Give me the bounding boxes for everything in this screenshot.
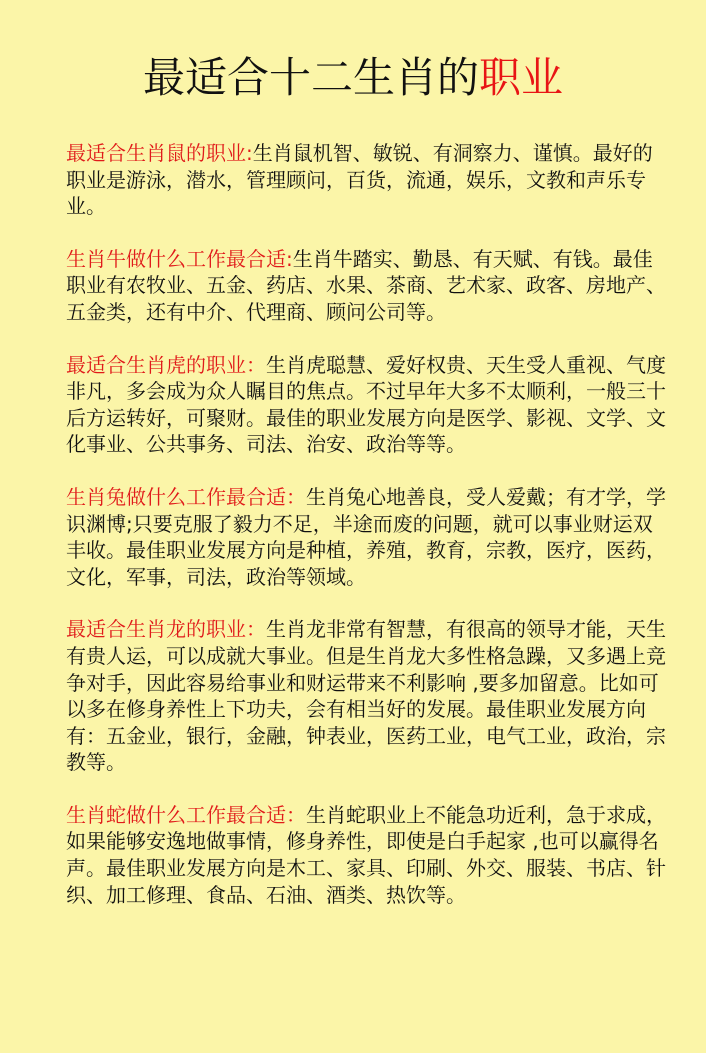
- section-snake: [66, 802, 666, 908]
- section-dragon: [66, 616, 666, 776]
- section-ox: [66, 246, 666, 326]
- section-body: 生肖鼠机智、敏锐、有洞察力、谨慎。最好的职业是游泳，潜水，管理顾问，百货，流通，娱乐，文教和声乐专业。: [66, 141, 653, 219]
- section-rabbit: [66, 484, 666, 590]
- section-body: 生肖牛踏实、勤恳、有天赋、有钱。最佳职业有农牧业、五金、药店、水果、茶商、艺术家、政客、房地产、五金类，还有中介、代理商、顾问公司等。: [66, 246, 666, 324]
- title-accent: 职业: [479, 53, 564, 102]
- page-title: [40, 52, 666, 104]
- section-rat: [66, 140, 666, 220]
- section-lead: 最适合生肖鼠的职业:: [66, 141, 253, 165]
- section-lead: 最适合生肖虎的职业：: [66, 352, 266, 377]
- section-lead: 生肖兔做什么工作最合适：: [66, 484, 306, 509]
- section-body: 生肖蛇职业上不能急功近利，急于求成，如果能够安逸地做事情，修身养性，即使是白手起家 ,也可以赢得名声。最佳职业发展方向是木工、家具、印刷、外交、服装、书店、针织、加工修理、食品、石油、酒类、热饮等。: [66, 802, 666, 907]
- section-body: 生肖虎聪慧、爱好权贵、天生受人重视、气度非凡，多会成为众人瞩目的焦点。不过早年大多不太顺利，一般三十后方运转好，可聚财。最佳的职业发展方向是医学、影视、文学、文化事业、公共事务、司法、治安、政治等等。: [66, 352, 666, 457]
- title-main: 最适合十二生肖的: [142, 53, 479, 102]
- section-body: 生肖龙非常有智慧，有很高的领导才能，天生有贵人运，可以成就大事业。但是生肖龙大多性格急躁，又多遇上竞争对手，因此容易给事业和财运带来不利影响 ,要多加留意。比如可以多在修身养性上下功夫，会有相当好的发展。最佳职业发展方向有：五金业，银行，金融，钟表业，医药工业，电气工业，政治，宗教等。: [66, 617, 666, 775]
- section-tiger: [66, 352, 666, 458]
- section-lead: 生肖牛做什么工作最合适:: [66, 246, 293, 271]
- section-lead: 最适合生肖龙的职业：: [66, 617, 266, 642]
- section-body: 生肖兔心地善良，受人爱戴；有才学，学识渊博;只要克服了毅力不足，半途而废的问题，就可以事业财运双丰收。最佳职业发展方向是种植，养殖，教育，宗教，医疗，医药，文化，军事，司法，政治等领域。: [66, 484, 666, 589]
- section-lead: 生肖蛇做什么工作最合适：: [66, 802, 306, 827]
